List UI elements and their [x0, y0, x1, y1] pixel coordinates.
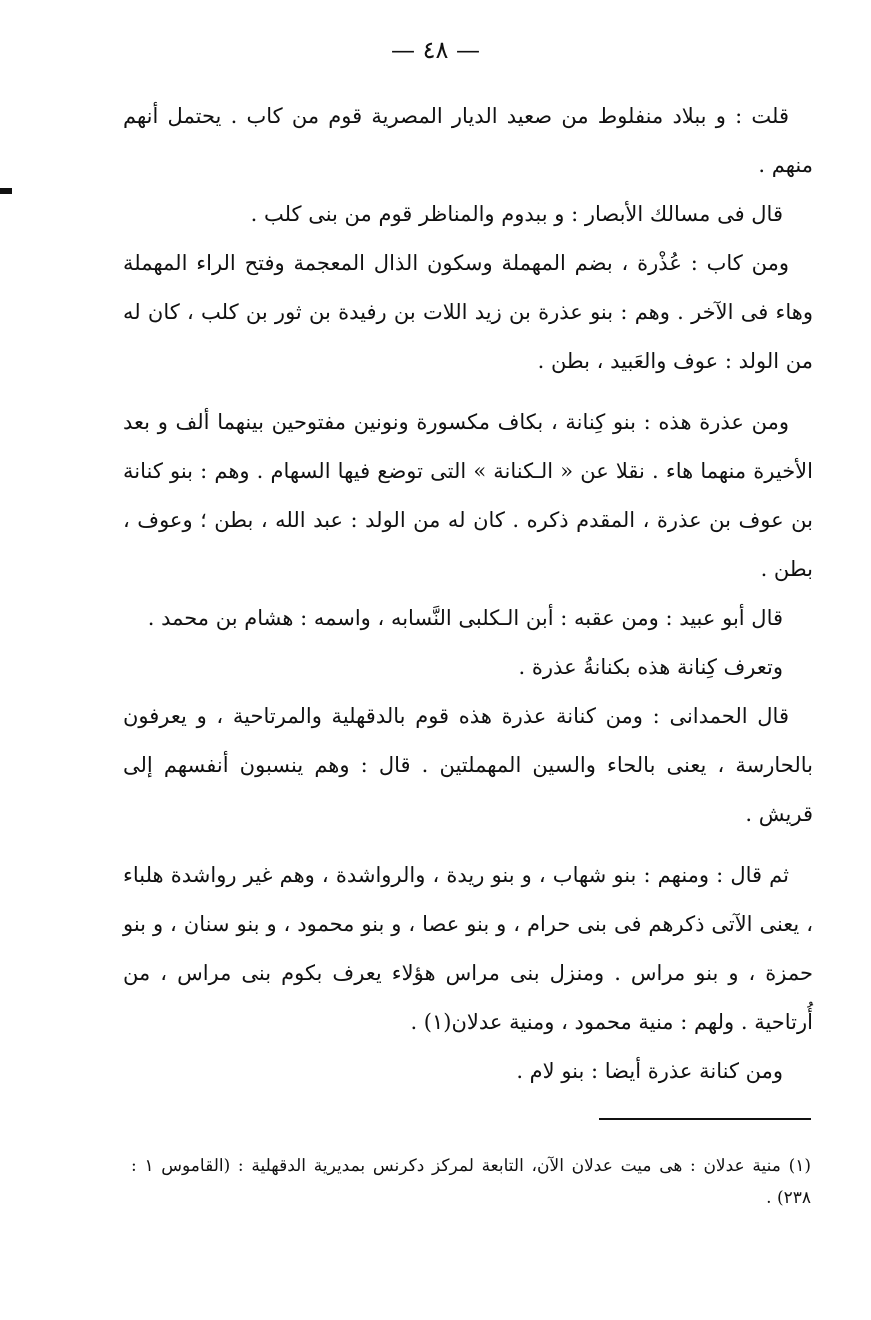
page-number: — ٤٨ —	[390, 36, 481, 64]
footnote: (١) منية عدلان : هى ميت عدلان الآن، التابعة لمركز دكرنس بمديرية الدقهلية : (القاموس ١ : ٢٣٨) .	[131, 1156, 811, 1208]
paragraph-1: قلت : و ببلاد منفلوط من صعيد الديار المصرية قوم من كاب . يحتمل أنهم منهم .	[123, 104, 813, 177]
paragraph-8: ثم قال : ومنهم : بنو شهاب ، و بنو ريدة ، والرواشدة ، وهم غير رواشدة هلباء ، يعنى الآتى ذكرهم فى بنى حرام ، و بنو عصا ، و بنو محمود ، و بنو سنان ، و بنو حمزة ، و بنو مراس . ومنزل بنى مراس هؤلاء يعرف بكوم بنى مراس ، من أُرتاحية . ولهم : منية محمود ، ومنية عدلان(١) .	[123, 863, 813, 1034]
main-text	[123, 92, 813, 1096]
paragraph-9: ومن كنانة عذرة أيضا : بنو لام .	[516, 1059, 783, 1083]
paragraph-2: قال فى مسالك الأبصار : و ببدوم والمناظر قوم من بنى كلب .	[250, 202, 783, 226]
margin-mark	[0, 188, 12, 194]
footnote-separator	[599, 1118, 811, 1120]
paragraph-6: وتعرف كِنانة هذه بكنانةُ عذرة .	[518, 655, 783, 679]
paragraph-4: ومن عذرة هذه : بنو كِنانة ، بكاف مكسورة ونونين مفتوحين بينهما ألف و بعد الأخيرة منهما هاء . نقلا عن « الـكنانة » التى توضع فيها السهام . وهم : بنو كنانة بن عوف بن عذرة ، المقدم ذكره . كان له من الولد : عبد الله ، بطن ؛ وعوف ، بطن .	[123, 410, 813, 581]
paragraph-5: قال أبو عبيد : ومن عقبه : أبن الـكلبى النَّسابه ، واسمه : هشام بن محمد .	[147, 606, 783, 630]
paragraph-7: قال الحمدانى : ومن كنانة عذرة هذه قوم بالدقهلية والمرتاحية ، و يعرفون بالحارسة ، يعنى بالحاء والسين المهملتين . قال : وهم ينسبون أنفسهم إلى قريش .	[123, 704, 813, 826]
paragraph-3: ومن كاب : عُذْرة ، بضم المهملة وسكون الذال المعجمة وفتح الراء المهملة وهاء فى الآخر . وهم : بنو عذرة بن زيد اللات بن رفيدة بن ثور بن كلب ، كان له من الولد : عوف والعَبيد ، بطن .	[123, 251, 813, 373]
